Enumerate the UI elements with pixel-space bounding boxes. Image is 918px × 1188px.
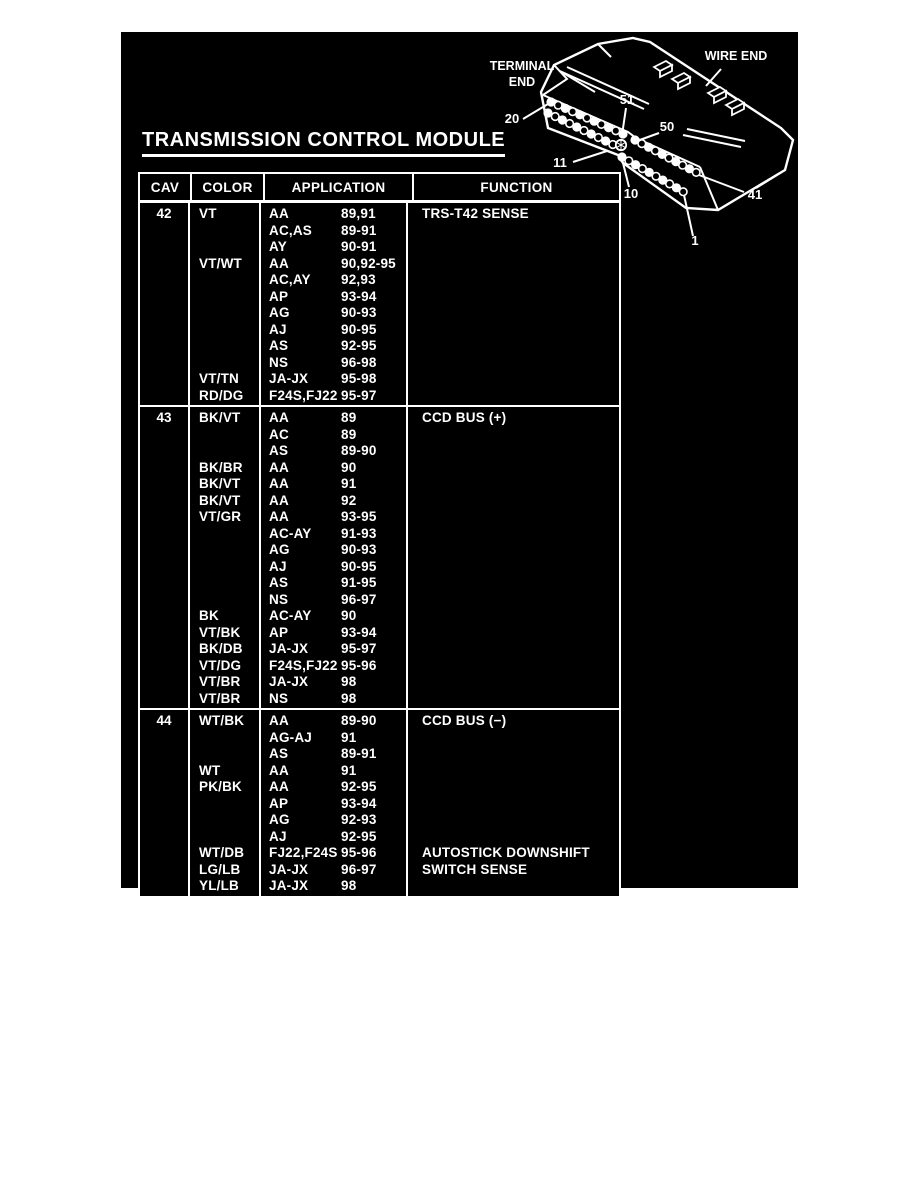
function-value [422,829,619,846]
application-years: 92-95 [341,828,377,844]
function-value [422,796,619,813]
tcm-panel [121,32,798,893]
color-cell [190,203,261,405]
application-code: AS [269,746,289,761]
function-value [422,427,619,444]
wire-color-value: RD/DG [199,387,244,403]
application-code: AA [269,713,289,728]
application-code: NS [269,354,289,370]
pin-label-41: 41 [747,187,763,202]
function-cell [408,710,619,896]
wire-color-value: BK/VT [199,410,241,425]
application-code: AA [269,762,289,778]
wire-color-value: YL/LB [199,878,239,893]
color-cell [190,710,261,896]
function-value [422,658,619,675]
wire-color-value [199,746,259,763]
application-years: 92-95 [341,338,377,353]
application-years: 89 [341,410,357,425]
application-code: AC [269,426,289,442]
application-line [269,443,406,460]
application-line [269,526,406,543]
wire-color-value: LG/LB [199,861,241,877]
application-code: AY [269,239,287,254]
application-line [269,388,406,405]
wire-color-value: VT/WT [199,255,242,271]
application-code: JA-JX [269,371,309,386]
wire-color-value: VT/BR [199,690,241,706]
function-value [422,305,619,322]
application-line [269,272,406,289]
application-years: 90 [341,459,357,475]
application-code: AJ [269,558,287,574]
application-line [269,322,406,339]
function-value: CCD BUS (−) [422,713,507,728]
wire-color-value [199,559,259,576]
application-code: AA [269,476,289,491]
application-cell [261,203,408,405]
application-years: 92-95 [341,779,377,794]
header-application: APPLICATION [265,174,414,200]
application-years: 92,93 [341,272,376,287]
application-line [269,559,406,576]
application-line [269,355,406,372]
wire-color-value: BK/BR [199,459,243,475]
function-value [422,763,619,780]
wire-color-value: VT/DG [199,657,242,673]
keyed-pin [616,140,626,150]
application-years: 93-94 [341,795,377,811]
application-code: NS [269,690,289,706]
application-line [269,746,406,763]
application-code: AA [269,509,289,524]
wire-color-value [199,730,259,747]
application-years: 98 [341,674,357,689]
application-line [269,812,406,829]
application-cell [261,710,408,896]
function-value [422,223,619,240]
application-code: AG-AJ [269,729,313,745]
wire-color-value [199,322,259,339]
application-years: 89-91 [341,222,377,238]
application-years: 91 [341,729,357,745]
application-code: AG [269,542,290,557]
application-years: 96-97 [341,591,377,607]
application-years: 98 [341,878,357,893]
header-function: FUNCTION [480,180,553,195]
application-line [269,829,406,846]
wire-color-value [199,526,259,543]
application-code: AS [269,338,289,353]
application-code: AC,AY [269,272,311,287]
table-row-group-cav-43 [140,405,619,708]
wire-color-value: BK/DB [199,641,243,656]
application-line [269,878,406,895]
application-line [269,796,406,813]
header-cav: CAV [140,174,192,200]
function-value [422,272,619,289]
application-line [269,410,406,427]
application-years: 90-93 [341,542,377,557]
function-value [422,779,619,796]
application-code: F24S,FJ22 [269,657,338,673]
wire-color-value [199,443,259,460]
function-cell [408,203,619,405]
application-years: 93-94 [341,624,377,640]
application-code: AA [269,410,289,425]
application-code: AA [269,206,289,221]
wire-color-value: VT/BK [199,624,241,640]
application-line [269,338,406,355]
application-years: 89-90 [341,443,377,458]
application-years: 96-98 [341,354,377,370]
application-code: AS [269,443,289,458]
application-years: 90-91 [341,239,377,254]
application-line [269,427,406,444]
application-line [269,542,406,559]
application-code: AP [269,624,289,640]
application-line [269,592,406,609]
function-value [422,625,619,642]
application-years: 93-94 [341,288,377,304]
application-line [269,289,406,306]
application-code: AJ [269,321,287,337]
application-code: AP [269,288,289,304]
wire-color-value: WT [199,762,221,778]
application-code: JA-JX [269,861,309,877]
wire-color-value: WT/DB [199,845,245,860]
function-value [422,476,619,493]
function-value [422,575,619,592]
application-line [269,460,406,477]
function-value [422,641,619,658]
function-value [422,746,619,763]
table-row-group-cav-42 [140,203,619,405]
color-cell [190,407,261,708]
wire-color-value: VT [199,206,217,221]
wire-color-value: BK [199,608,219,623]
function-cell [408,407,619,708]
terminal-end-label: TERMINAL [489,59,555,73]
application-line [269,763,406,780]
function-value [422,289,619,306]
pin-label-11: 11 [553,155,567,170]
application-years: 95-97 [341,387,377,403]
application-code: F24S,FJ22 [269,387,338,403]
function-value [422,878,619,895]
page-title: TRANSMISSION CONTROL MODULE [142,129,505,157]
function-value [422,371,619,388]
function-value [422,542,619,559]
wire-color-value: VT/GR [199,509,242,524]
terminal-end-label-2: END [508,75,536,89]
function-value [422,592,619,609]
function-value [422,460,619,477]
wire-color-value [199,223,259,240]
application-code: AS [269,575,289,590]
application-code: AJ [269,828,287,844]
application-line [269,691,406,708]
application-code: JA-JX [269,878,309,893]
wire-color-value [199,812,259,829]
application-years: 91-95 [341,575,377,590]
application-line [269,256,406,273]
application-years: 90 [341,608,357,623]
application-years: 92-93 [341,812,377,827]
application-line [269,625,406,642]
application-code: AC-AY [269,525,312,541]
wire-color-value [199,239,259,256]
function-value [422,691,619,708]
application-line [269,862,406,879]
wire-color-value [199,355,259,372]
application-code: NS [269,591,289,607]
application-years: 98 [341,690,357,706]
wire-color-value [199,796,259,813]
wire-color-value [199,305,259,322]
function-value [422,322,619,339]
application-years: 89-91 [341,746,377,761]
application-code: FJ22,F24S [269,845,338,860]
wire-color-value: VT/BR [199,674,241,689]
pin-label-1: 1 [691,233,699,248]
wiring-table [138,172,621,898]
function-value [422,443,619,460]
application-code: AA [269,492,289,508]
application-line [269,493,406,510]
function-value [422,509,619,526]
pin-label-10: 10 [623,186,639,201]
application-line [269,239,406,256]
table-body [140,203,619,896]
function-value [422,355,619,372]
function-value: CCD BUS (+) [422,410,507,425]
application-years: 91 [341,476,357,491]
table-row-group-cav-44 [140,708,619,896]
application-line [269,223,406,240]
wire-color-value [199,592,259,609]
table-header-row [140,174,619,203]
pin-label-51: 51 [619,92,635,107]
application-years: 90-93 [341,305,377,320]
function-value [422,730,619,747]
function-value [422,388,619,405]
function-value [422,256,619,273]
wire-color-value [199,272,259,289]
application-line [269,779,406,796]
application-line [269,305,406,322]
application-years: 90-95 [341,558,377,574]
application-years: 92 [341,492,357,508]
application-years: 95-96 [341,657,377,673]
wire-color-value: BK/VT [199,476,241,491]
pin-label-20: 20 [504,111,520,126]
application-line [269,206,406,223]
application-years: 95-96 [341,845,377,860]
wire-end-label: WIRE END [704,49,768,63]
wire-color-value [199,338,259,355]
function-value: AUTOSTICK DOWNSHIFT [422,845,590,860]
application-line [269,845,406,862]
application-line [269,641,406,658]
application-line [269,371,406,388]
application-line [269,509,406,526]
application-code: AC-AY [269,608,312,623]
wire-color-value: WT/BK [199,713,245,728]
application-line [269,674,406,691]
cav-cell: 43 [140,407,190,708]
pin-label-50: 50 [659,119,675,134]
application-years: 89 [341,426,357,442]
function-value [422,812,619,829]
application-code: JA-JX [269,641,309,656]
application-line [269,476,406,493]
application-years: 95-97 [341,641,377,656]
function-value [422,559,619,576]
application-code: AG [269,305,290,320]
function-value [422,338,619,355]
function-value [422,674,619,691]
wire-color-value [199,542,259,559]
application-line [269,575,406,592]
application-years: 90-95 [341,321,377,337]
application-code: AA [269,459,289,475]
function-value [422,493,619,510]
function-value [422,526,619,543]
application-years: 89,91 [341,206,376,221]
application-line [269,730,406,747]
application-code: AA [269,779,289,794]
application-years: 89-90 [341,713,377,728]
wire-color-value [199,289,259,306]
wire-color-value: BK/VT [199,492,241,508]
cav-cell: 44 [140,710,190,896]
application-code: AA [269,255,289,271]
application-code: AP [269,795,289,811]
header-color: COLOR [192,174,265,200]
application-years: 96-97 [341,861,377,877]
wire-color-value: PK/BK [199,779,243,794]
function-value: TRS-T42 SENSE [422,206,529,221]
application-code: AC,AS [269,222,313,238]
application-years: 93-95 [341,509,377,524]
application-code: JA-JX [269,674,309,689]
application-code: AG [269,812,290,827]
application-line [269,608,406,625]
application-line [269,658,406,675]
application-years: 91 [341,762,357,778]
application-years: 95-98 [341,371,377,386]
wire-color-value [199,575,259,592]
application-years: 90,92-95 [341,255,396,271]
application-line [269,713,406,730]
function-value [422,239,619,256]
wire-color-value: VT/TN [199,371,239,386]
function-value: SWITCH SENSE [422,861,528,877]
wire-color-value [199,829,259,846]
application-cell [261,407,408,708]
application-years: 91-93 [341,525,377,541]
wire-color-value [199,427,259,444]
cav-cell: 42 [140,203,190,405]
function-value [422,608,619,625]
